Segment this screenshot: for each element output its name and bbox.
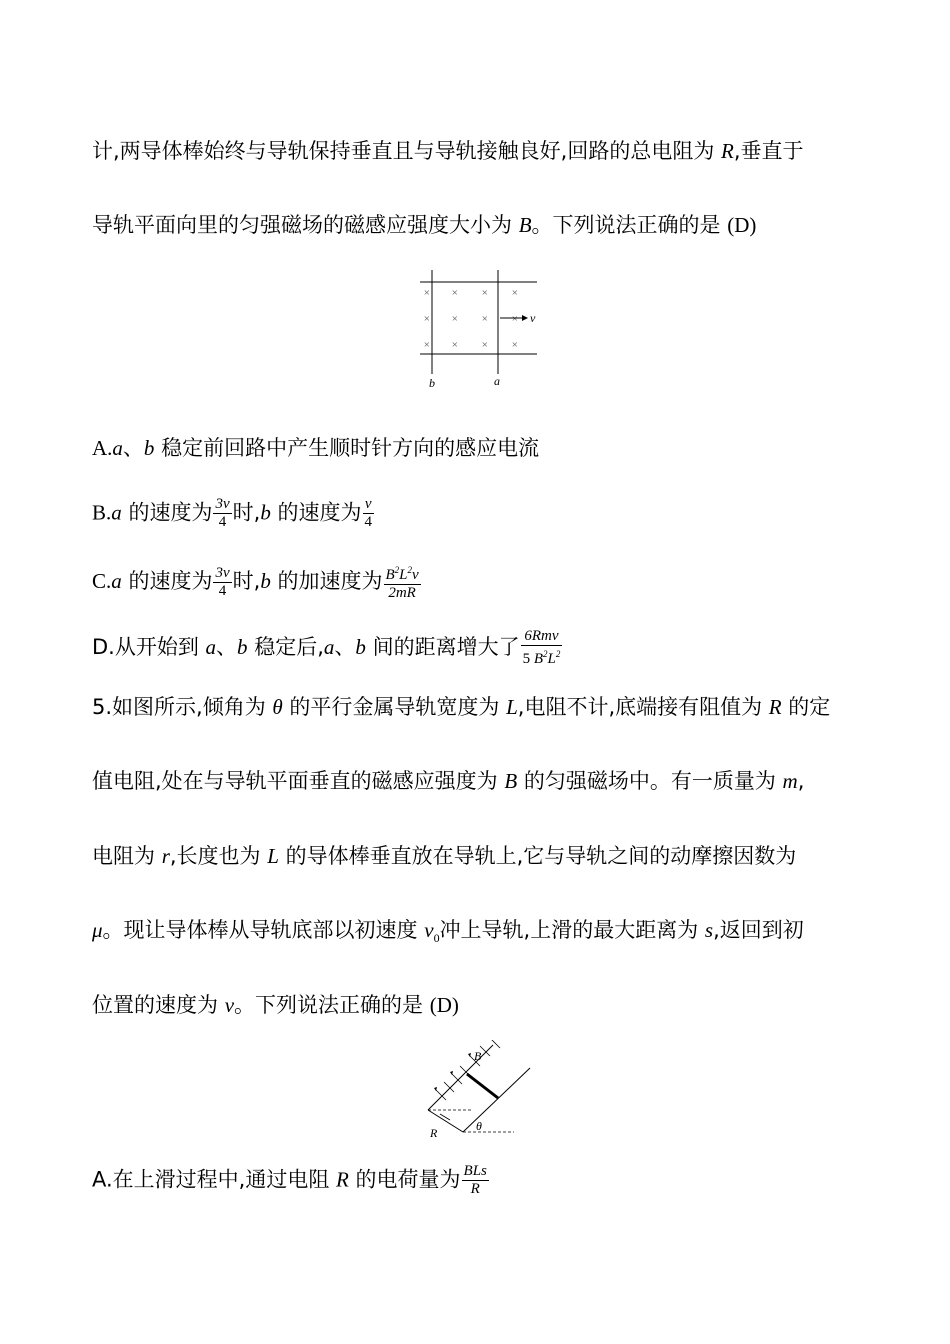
q5-line-1 — [92, 693, 830, 721]
var-L: L — [267, 844, 279, 868]
numerator: BLs — [463, 1163, 487, 1179]
var-b: b — [260, 569, 271, 593]
text: D.从开始到 — [92, 635, 206, 659]
numerator: 3v — [215, 496, 230, 512]
q5-option-a — [92, 1163, 490, 1198]
angle-theta-label: θ — [476, 1119, 482, 1133]
field-x: × — [481, 313, 489, 325]
field-x: × — [481, 339, 489, 351]
text: ,长度也为 — [169, 844, 268, 868]
text: 的平行金属导轨宽度为 — [282, 695, 507, 719]
var-B: B — [385, 567, 395, 583]
velocity-label: v — [530, 311, 536, 325]
q5-line-2 — [92, 767, 804, 795]
option-a — [92, 434, 539, 462]
text: 、 — [216, 635, 238, 659]
fraction-charge — [462, 1163, 489, 1198]
option-letter: C. — [92, 569, 112, 593]
rod-b-label: b — [429, 376, 435, 390]
fraction-distance — [521, 628, 563, 668]
text: , — [797, 769, 805, 793]
fraction-3v-4 — [213, 565, 231, 600]
answer: (D) — [429, 993, 459, 1017]
text: ,垂直于 — [733, 139, 804, 163]
var-L: L — [399, 567, 408, 583]
option-b — [92, 496, 375, 531]
var-B: B — [533, 651, 543, 667]
text: 时, — [232, 500, 261, 525]
text: 的定 — [781, 695, 831, 719]
field-x: × — [511, 313, 519, 325]
text: 的速度为 — [121, 500, 213, 525]
exponent: 2 — [543, 649, 548, 659]
figure-incline — [418, 1040, 538, 1144]
text: 值电阻,处在与导轨平面垂直的磁感应强度为 — [92, 769, 505, 793]
text: ,返回到初 — [713, 918, 804, 942]
var-a: a — [111, 500, 122, 525]
var-v0: v — [424, 918, 434, 942]
text: 的电荷量为 — [348, 1167, 461, 1192]
text: 。现让导体棒从导轨底部以初速度 — [102, 918, 425, 942]
text: 的加速度为 — [270, 569, 383, 593]
option-d — [92, 628, 563, 668]
numerator: 3v — [215, 564, 230, 581]
text: 的匀强磁场中。有一质量为 — [517, 769, 783, 793]
denominator: 4 — [364, 514, 372, 530]
var-L: L — [506, 695, 518, 719]
denominator: R — [470, 1181, 480, 1197]
text: 导轨平面向里的匀强磁场的磁感应强度大小为 — [92, 213, 519, 237]
var-theta: θ — [272, 695, 283, 719]
q5-line-4 — [92, 916, 804, 952]
field-x: × — [423, 313, 431, 325]
text: 稳定后, — [247, 635, 324, 659]
var-s: s — [704, 918, 714, 942]
var-a: a — [111, 569, 122, 593]
field-x: × — [423, 339, 431, 351]
field-B-label: B — [474, 1049, 482, 1063]
text: 时, — [232, 569, 261, 593]
var-v: v — [412, 567, 419, 583]
var-b: b — [355, 635, 366, 659]
text: 位置的速度为 — [92, 993, 225, 1017]
exponent: 2 — [555, 649, 561, 659]
text: 稳定前回路中产生顺时针方向的感应电流 — [154, 436, 540, 460]
subscript: 0 — [433, 931, 440, 946]
denominator: 4 — [218, 582, 227, 599]
field-x: × — [511, 339, 519, 351]
text: ,电阻不计,底端接有阻值为 — [517, 695, 769, 719]
text: 5.如图所示,倾角为 — [92, 695, 273, 719]
field-x: × — [511, 287, 519, 299]
var-a: a — [112, 436, 123, 460]
rod-a-label: a — [494, 374, 500, 388]
text: 的速度为 — [270, 500, 362, 525]
text: 。下列说法正确的是 — [234, 993, 430, 1017]
numerator — [384, 562, 421, 585]
fraction-acceleration — [384, 562, 421, 602]
field-x: × — [481, 287, 489, 299]
var-L: L — [547, 651, 556, 667]
exponent: 2 — [407, 565, 413, 575]
q5-line-5 — [92, 991, 459, 1019]
fraction-3v-4 — [213, 496, 231, 531]
text: 、 — [122, 436, 144, 460]
field-x: × — [451, 287, 459, 299]
option-letter: A. — [92, 436, 113, 460]
coefficient: 5 — [522, 651, 531, 667]
text: 计,两导体棒始终与导轨保持垂直且与导轨接触良好,回路的总电阻为 — [92, 139, 722, 163]
var-b: b — [260, 500, 271, 525]
var-r: r — [161, 844, 170, 868]
text: 的速度为 — [121, 569, 213, 593]
option-c — [92, 562, 422, 602]
var-a: a — [205, 635, 217, 659]
var-R: R — [721, 139, 734, 163]
text: 电阻为 — [92, 844, 162, 868]
denominator — [521, 646, 563, 668]
answer: (D) — [727, 213, 757, 237]
var-R: R — [768, 695, 782, 719]
var-B: B — [518, 213, 532, 237]
field-x: × — [423, 287, 431, 299]
numerator: 6Rmv — [521, 628, 563, 646]
q5-line-3 — [92, 842, 796, 870]
text: 的导体棒垂直放在导轨上,它与导轨之间的动摩擦因数为 — [278, 844, 797, 868]
var-R: R — [336, 1167, 349, 1192]
var-a: a — [323, 635, 335, 659]
fraction-v-4 — [363, 496, 375, 531]
denominator: 4 — [218, 514, 227, 530]
exponent: 2 — [394, 565, 400, 575]
text: A.在上滑过程中,通过电阻 — [92, 1167, 337, 1192]
text-line-1 — [92, 137, 804, 165]
field-x: × — [451, 339, 459, 351]
resistor-R-label: R — [430, 1126, 438, 1140]
numerator: v — [363, 496, 375, 514]
text: 间的距离增大了 — [365, 635, 520, 659]
text: 冲上导轨,上滑的最大距离为 — [439, 918, 705, 942]
option-letter: B. — [92, 500, 112, 525]
text-line-2 — [92, 211, 756, 239]
field-x: × — [451, 313, 459, 325]
var-m: m — [782, 769, 798, 793]
var-B: B — [504, 769, 518, 793]
var-b: b — [237, 635, 248, 659]
denominator: 2mR — [388, 585, 416, 601]
text: 。下列说法正确的是 — [531, 213, 728, 237]
text: 、 — [334, 635, 356, 659]
figure-rails-field — [410, 268, 550, 392]
var-mu: μ — [92, 918, 103, 942]
var-b: b — [143, 436, 155, 460]
var-v: v — [224, 993, 235, 1017]
